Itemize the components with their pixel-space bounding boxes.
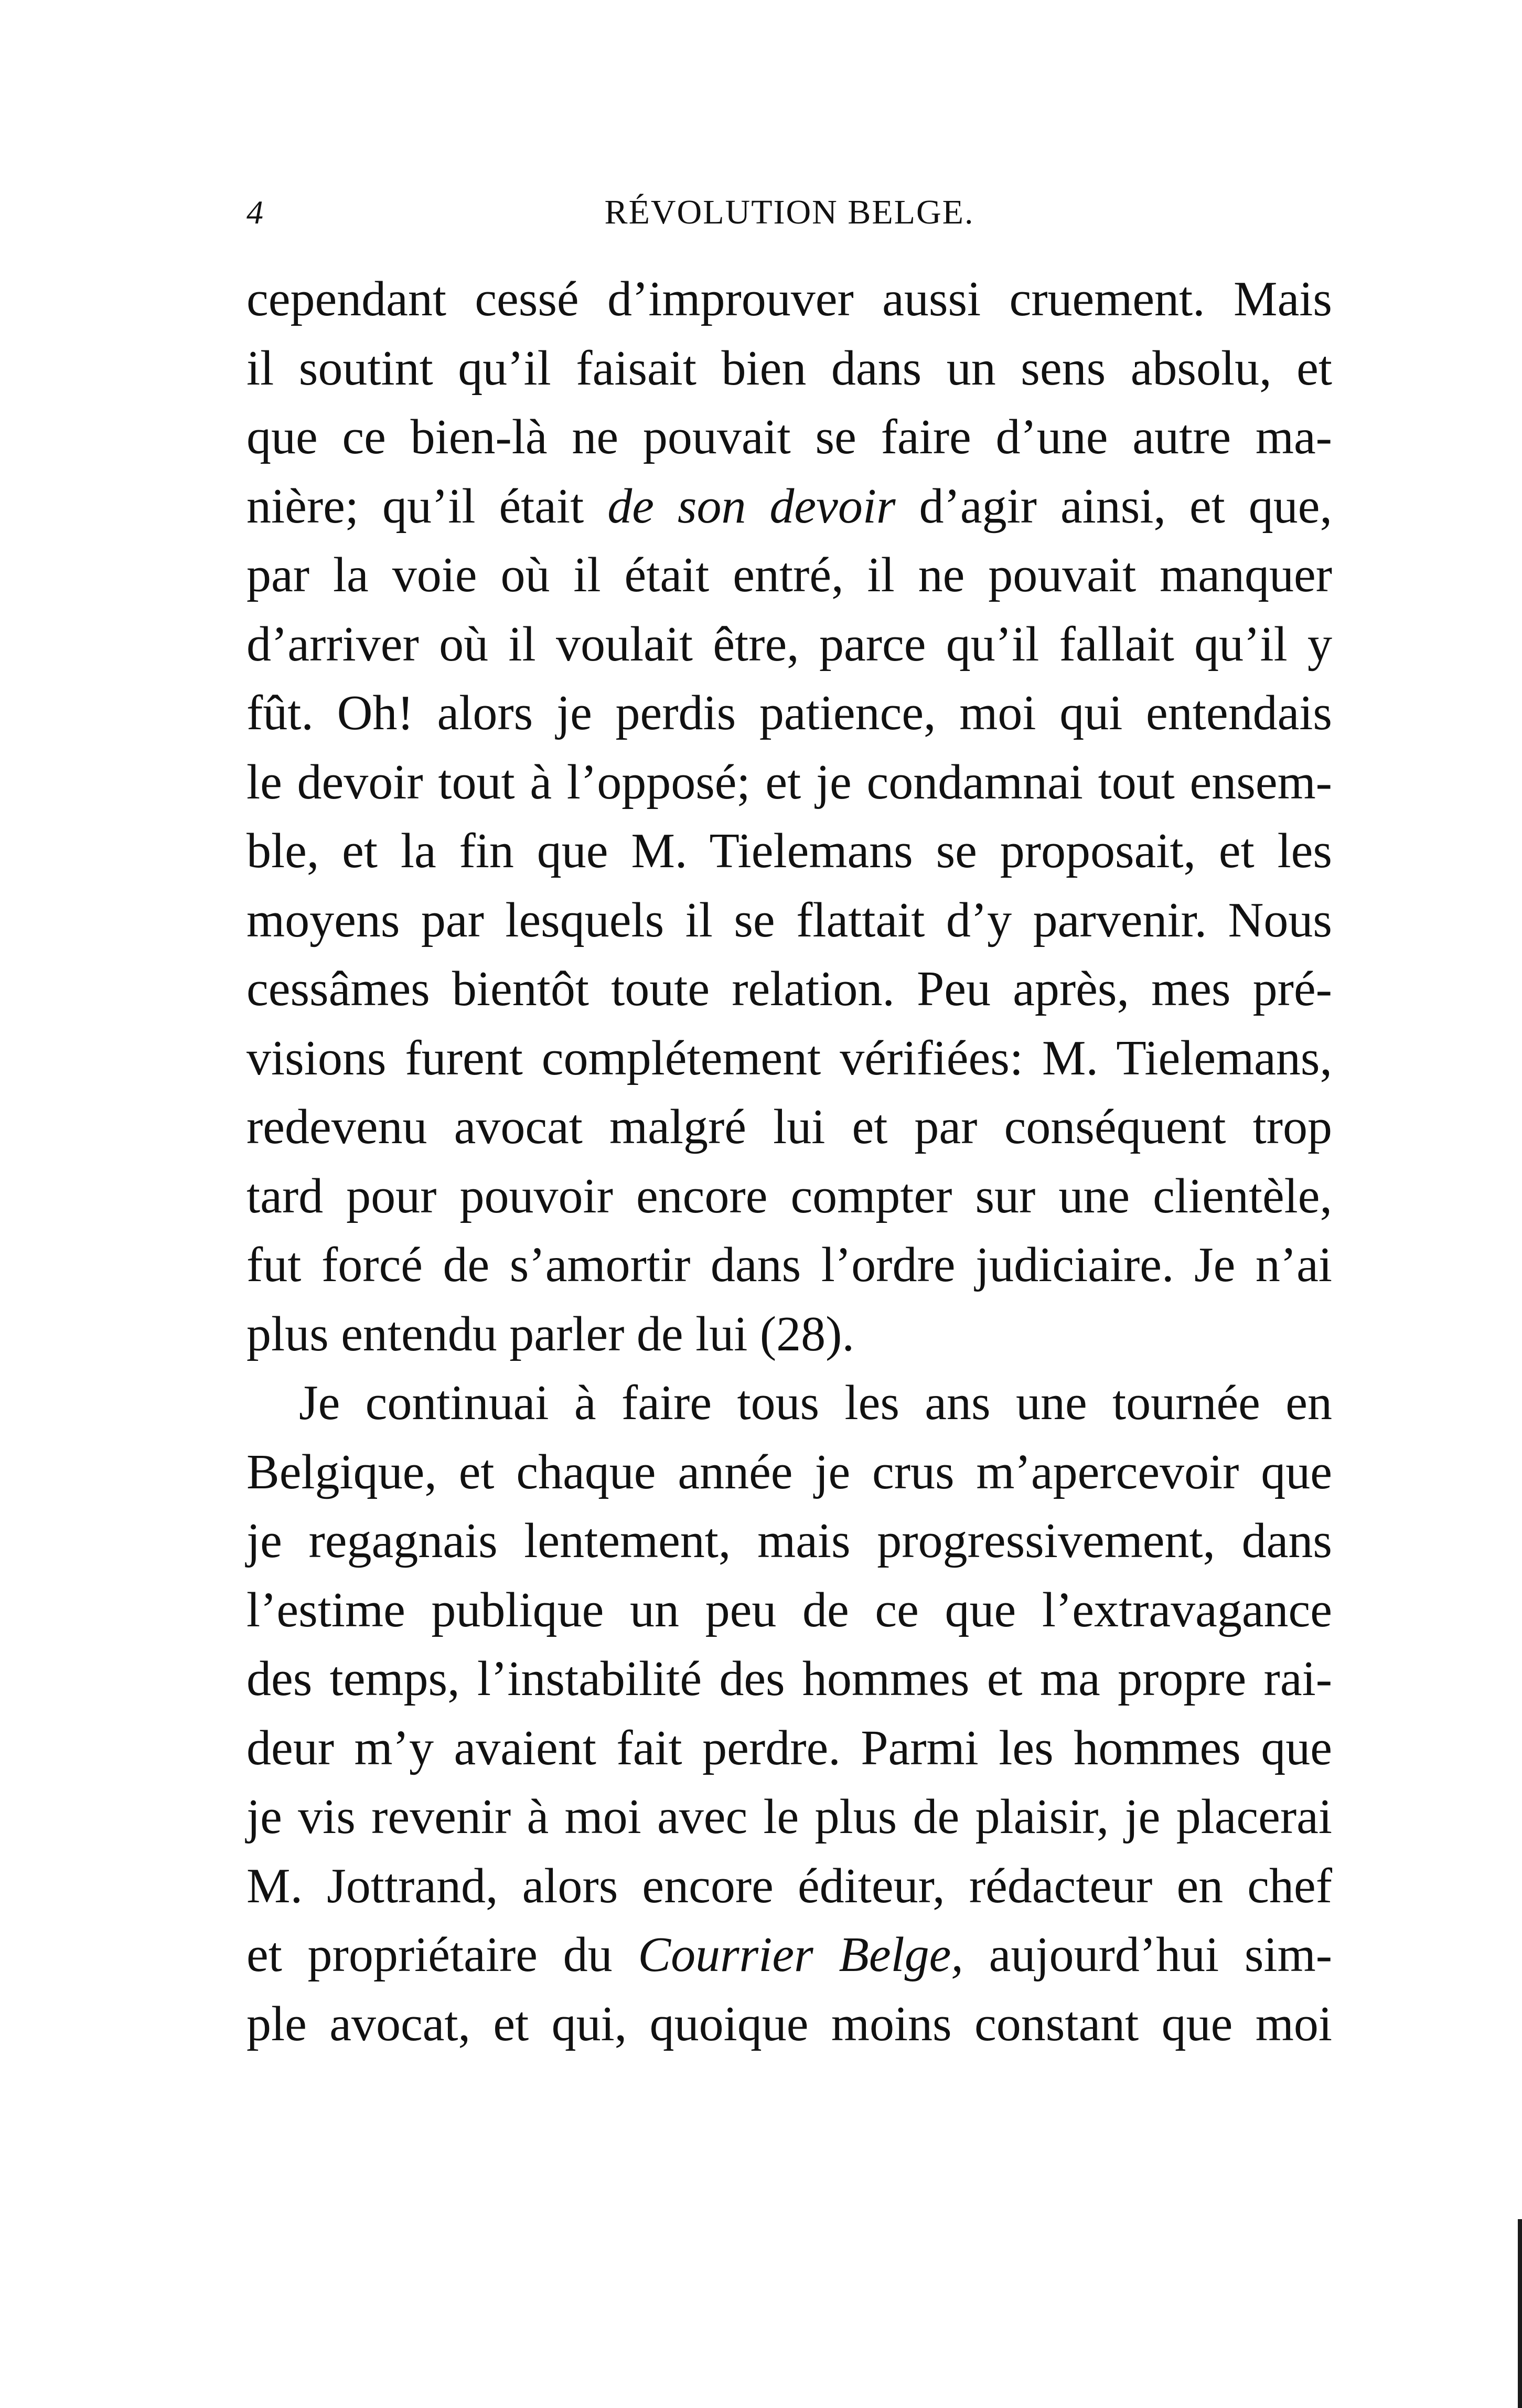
text-line: que ce bien-là ne pouvait se faire d’une autre ma- — [246, 410, 1332, 464]
text-line: M. Jottrand, alors encore éditeur, rédacteur en chef — [246, 1858, 1332, 1913]
text-line: tard pour pouvoir encore compter sur une clientèle, — [246, 1168, 1332, 1223]
italic-phrase: Courrier Belge, — [638, 1927, 963, 1982]
text-line: visions furent complétement vérifiées: M. Tielemans, — [246, 1030, 1332, 1085]
text-line: Je continuai à faire tous les ans une tournée en — [299, 1376, 1332, 1430]
text-line: je vis revenir à moi avec le plus de plaisir, je placerai — [246, 1789, 1332, 1844]
text-line: redevenu avocat malgré lui et par conséquent trop — [246, 1100, 1332, 1154]
text-line: cependant cessé d’improuver aussi cruement. Mais — [246, 272, 1332, 326]
text-line: l’estime publique un peu de ce que l’extravagance — [246, 1582, 1332, 1637]
text-line: des temps, l’instabilité des hommes et ma propre rai- — [246, 1651, 1332, 1706]
text-line: le devoir tout à l’opposé; et je condamnai tout ensem- — [246, 754, 1332, 809]
text-segment: aujourd’hui sim- — [963, 1927, 1332, 1982]
text-line — [246, 1921, 1332, 1990]
text-line: plus entendu parler de lui (28). — [246, 1306, 854, 1361]
italic-phrase: de son devoir — [607, 478, 896, 534]
body-text — [246, 265, 1332, 2059]
text-line: deur m’y avaient fait perdre. Parmi les hommes que — [246, 1720, 1332, 1775]
text-segment: d’agir ainsi, et que, — [895, 478, 1332, 534]
page-number: 4 — [246, 194, 263, 231]
page-edge-mark — [1518, 2219, 1522, 2408]
text-line: par la voie où il était entré, il ne pouvait manquer — [246, 548, 1332, 602]
text-segment: nière; qu’il était — [246, 478, 608, 534]
text-line: fût. Oh! alors je perdis patience, moi qui entendais — [246, 686, 1332, 740]
text-line — [246, 472, 1332, 541]
text-line: Belgique, et chaque année je crus m’apercevoir que — [246, 1444, 1332, 1499]
running-title: RÉVOLUTION BELGE. — [604, 193, 974, 231]
running-head — [246, 189, 1332, 236]
text-line: je regagnais lentement, mais progressivement, dans — [246, 1514, 1332, 1568]
text-segment: et propriétaire du — [246, 1927, 638, 1982]
text-line: il soutint qu’il faisait bien dans un sens absolu, et — [246, 340, 1332, 396]
text-line: fut forcé de s’amortir dans l’ordre judiciaire. Je n’ai — [246, 1238, 1332, 1292]
text-line: d’arriver où il voulait être, parce qu’il fallait qu’il y — [246, 616, 1332, 672]
text-line: moyens par lesquels il se flattait d’y parvenir. Nous — [246, 892, 1332, 947]
text-line: ble, et la fin que M. Tielemans se proposait, et les — [246, 824, 1332, 878]
text-line: cessâmes bientôt toute relation. Peu après, mes pré- — [246, 962, 1332, 1016]
text-line: ple avocat, et qui, quoique moins constant que moi — [246, 1996, 1332, 2051]
